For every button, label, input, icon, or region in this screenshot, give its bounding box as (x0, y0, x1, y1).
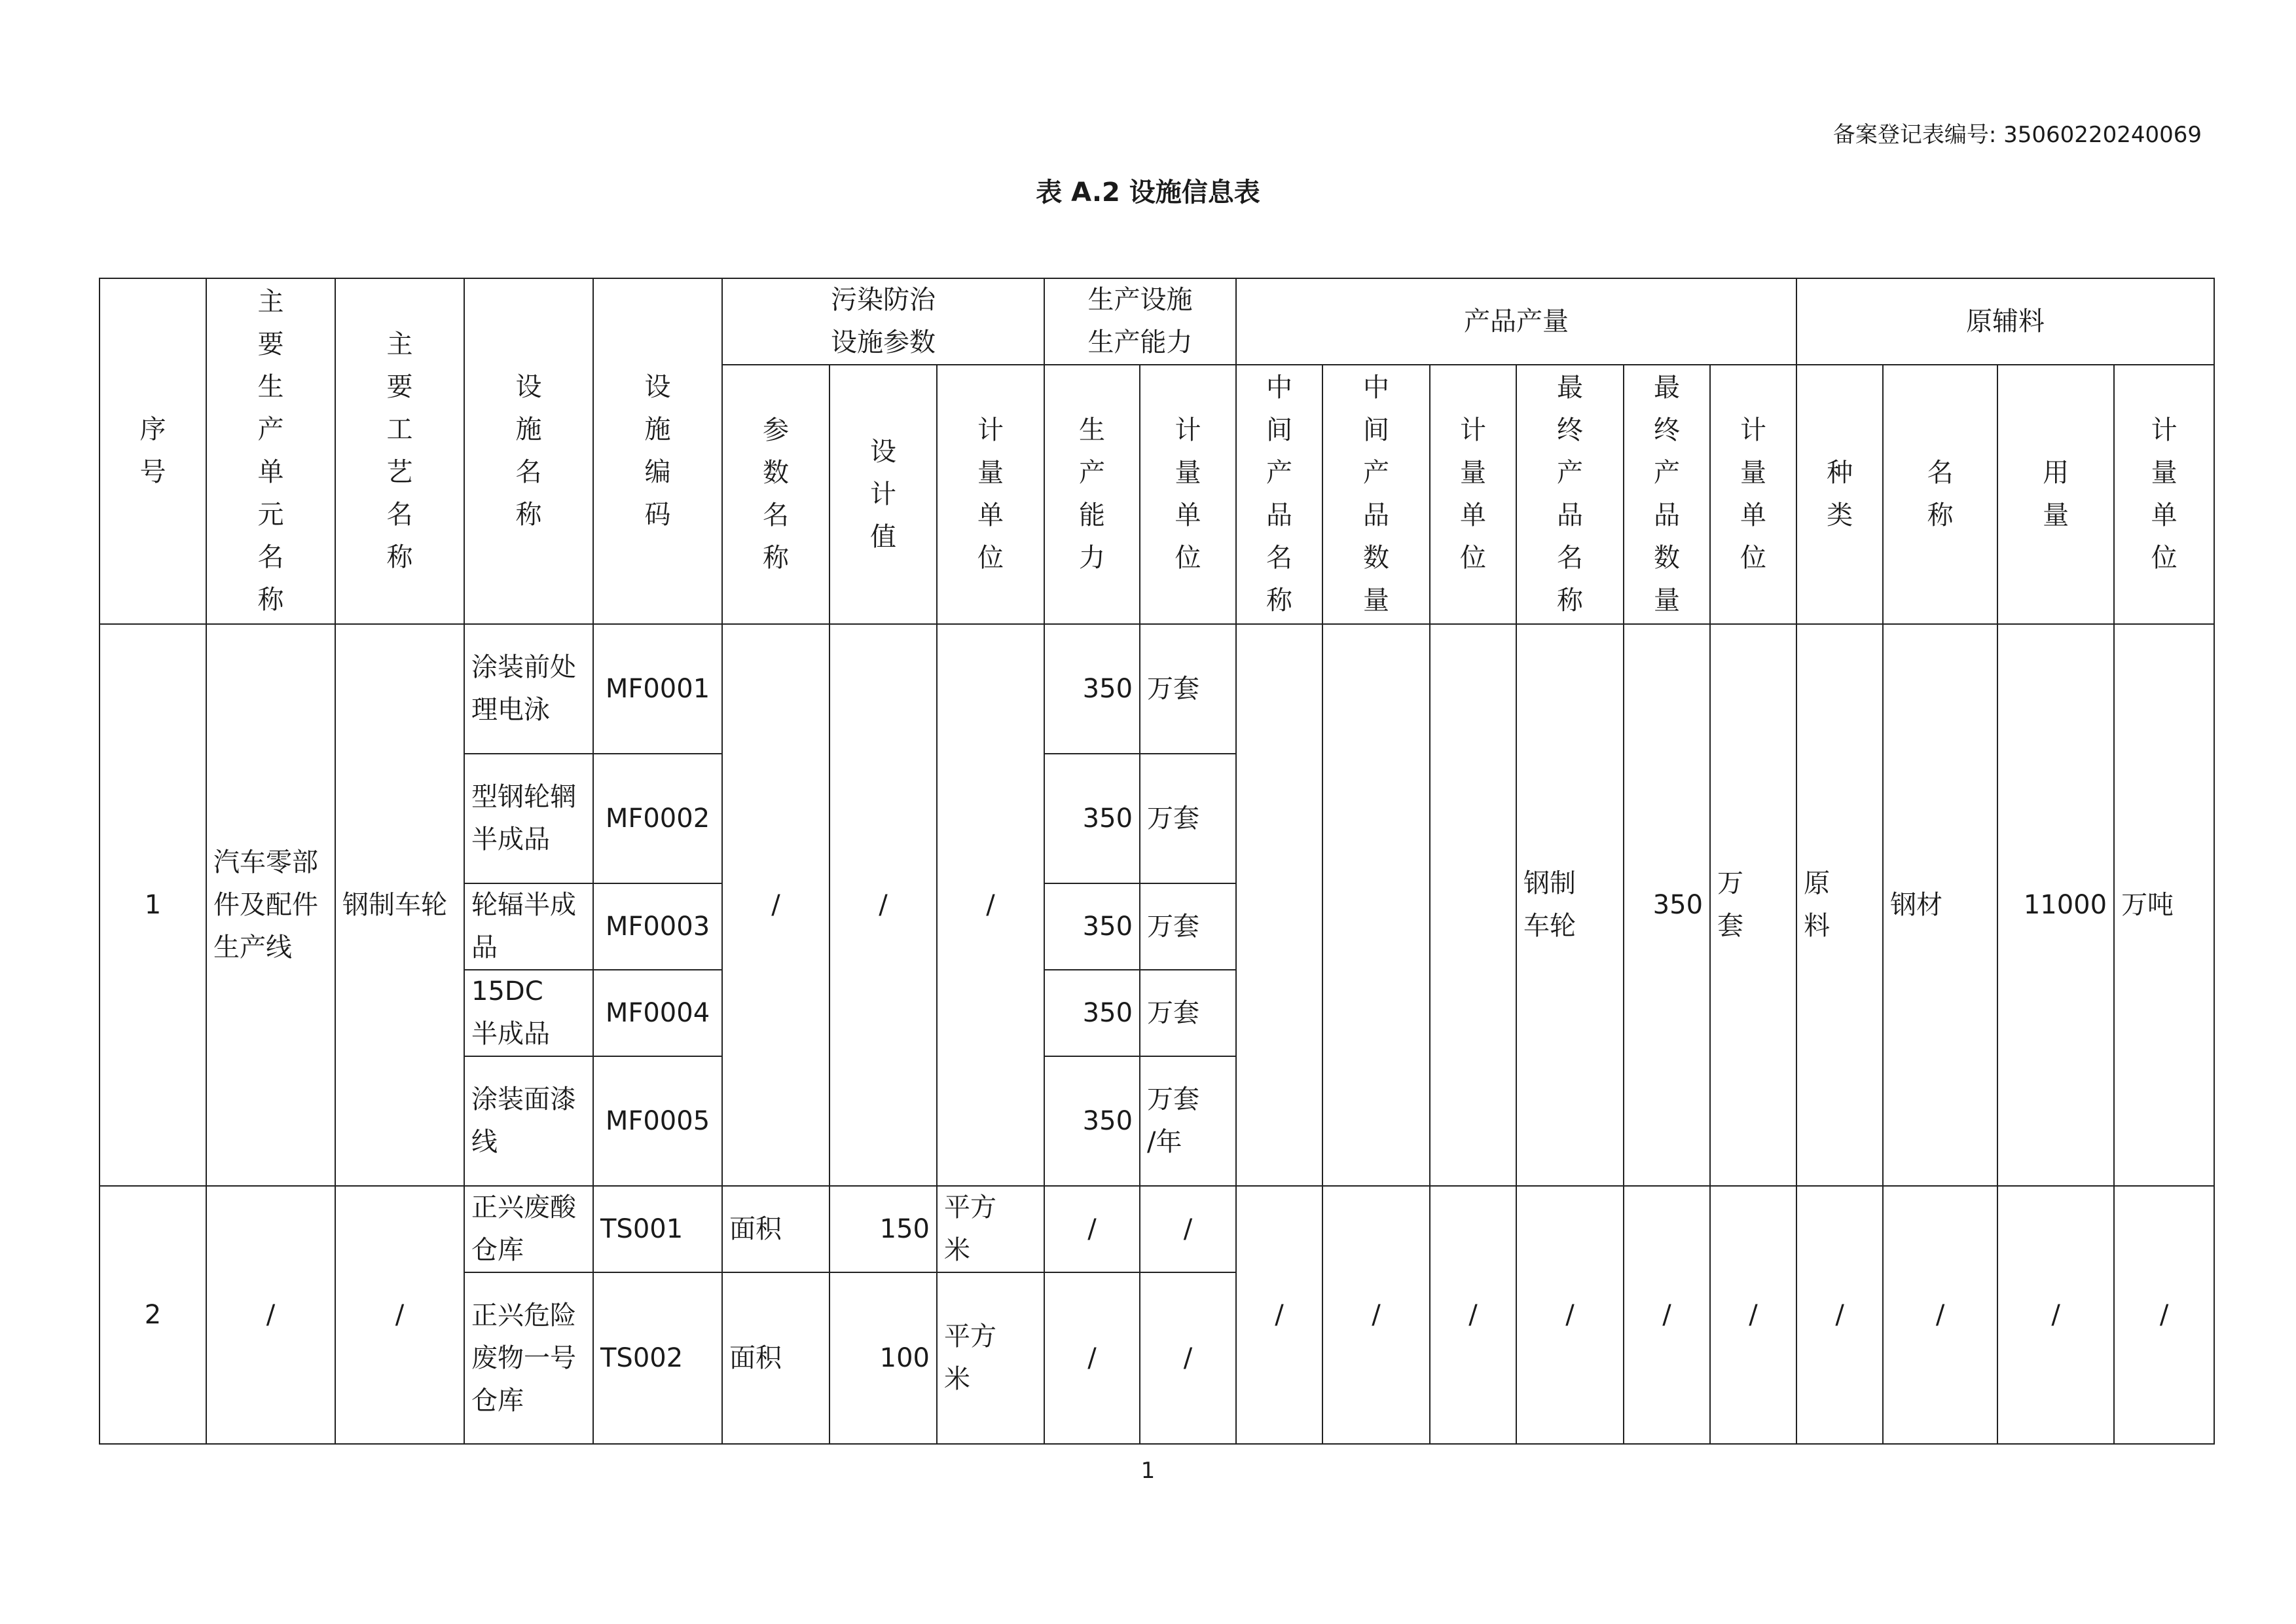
cell-mid-product-qty: / (1322, 1186, 1430, 1444)
cell-facility-code: MF0002 (593, 754, 722, 883)
cell-mat-amount: 11000 (1997, 624, 2114, 1186)
facility-info-table (99, 278, 2215, 1445)
cell-facility-code: MF0003 (593, 883, 722, 970)
cell-capacity: 350 (1044, 970, 1140, 1056)
cell-capacity: / (1044, 1186, 1140, 1272)
registration-number: 备案登记表编号: 35060220240069 (1832, 122, 2202, 148)
table-row (100, 624, 2214, 754)
page-number: 1 (1140, 1458, 1156, 1484)
cell-param-name: / (722, 624, 829, 1186)
cell-facility-name: 型钢轮辋 半成品 (464, 754, 593, 883)
cell-seq: 1 (100, 624, 206, 1186)
header-design-value: 设 计 值 (829, 365, 937, 624)
cell-final-product-qty: / (1624, 1186, 1710, 1444)
header-final-product-qty: 最 终 产 品 数 量 (1624, 365, 1710, 624)
header-mat-unit: 计 量 单 位 (2114, 365, 2214, 624)
header-facility-name: 设 施 名 称 (464, 278, 593, 624)
cell-facility-name: 正兴危险 废物一号 仓库 (464, 1272, 593, 1444)
cell-process-name: 钢制车轮 (335, 624, 464, 1186)
cell-facility-code: TS001 (593, 1186, 722, 1272)
header-mat-amount: 用 量 (1997, 365, 2114, 624)
header-facility-code: 设 施 编 码 (593, 278, 722, 624)
cell-capacity-unit: 万套 /年 (1140, 1056, 1236, 1186)
cell-facility-code: MF0001 (593, 624, 722, 754)
header-capacity-group: 生产设施 生产能力 (1044, 278, 1236, 365)
header-product-output: 产品产量 (1236, 278, 1796, 365)
cell-facility-name: 正兴废酸 仓库 (464, 1186, 593, 1272)
cell-facility-code: MF0004 (593, 970, 722, 1056)
cell-facility-name: 15DC 半成品 (464, 970, 593, 1056)
cell-facility-name: 轮辐半成 品 (464, 883, 593, 970)
cell-capacity-unit: 万套 (1140, 883, 1236, 970)
cell-mid-unit (1430, 624, 1516, 1186)
cell-capacity: 350 (1044, 883, 1140, 970)
cell-mat-name: 钢材 (1883, 624, 1997, 1186)
cell-capacity: / (1044, 1272, 1140, 1444)
header-capacity-unit: 计 量 单 位 (1140, 365, 1236, 624)
cell-mid-product-name (1236, 624, 1322, 1186)
header-process-name: 主 要 工 艺 名 称 (335, 278, 464, 624)
cell-param-unit: 平方 米 (937, 1272, 1044, 1444)
cell-facility-name: 涂装前处 理电泳 (464, 624, 593, 754)
header-mat-kind: 种 类 (1796, 365, 1883, 624)
cell-capacity-unit: 万套 (1140, 624, 1236, 754)
cell-mat-unit: / (2114, 1186, 2214, 1444)
cell-final-product-name: / (1516, 1186, 1624, 1444)
header-mid-product-name: 中 间 产 品 名 称 (1236, 365, 1322, 624)
header-row-1 (100, 278, 2214, 365)
cell-param-name: 面积 (722, 1272, 829, 1444)
cell-capacity: 350 (1044, 1056, 1140, 1186)
cell-final-product-name: 钢制 车轮 (1516, 624, 1624, 1186)
header-mat-name: 名 称 (1883, 365, 1997, 624)
cell-mat-kind: / (1796, 1186, 1883, 1444)
cell-mat-amount: / (1997, 1186, 2114, 1444)
cell-param-unit: 平方 米 (937, 1186, 1044, 1272)
header-final-unit: 计 量 单 位 (1710, 365, 1796, 624)
cell-facility-name: 涂装面漆 线 (464, 1056, 593, 1186)
cell-mat-name: / (1883, 1186, 1997, 1444)
header-capacity: 生 产 能 力 (1044, 365, 1140, 624)
table-title: 表 A.2 设施信息表 (1036, 177, 1260, 208)
cell-capacity-unit: / (1140, 1272, 1236, 1444)
header-final-product-name: 最 终 产 品 名 称 (1516, 365, 1624, 624)
cell-mid-product-qty (1322, 624, 1430, 1186)
header-param-unit: 计 量 单 位 (937, 365, 1044, 624)
cell-process-name: / (335, 1186, 464, 1444)
header-seq: 序 号 (100, 278, 206, 624)
cell-seq: 2 (100, 1186, 206, 1444)
cell-design-value: 150 (829, 1186, 937, 1272)
cell-param-unit: / (937, 624, 1044, 1186)
header-mid-product-qty: 中 间 产 品 数 量 (1322, 365, 1430, 624)
header-materials: 原辅料 (1796, 278, 2214, 365)
cell-design-value: / (829, 624, 937, 1186)
cell-mat-unit: 万吨 (2114, 624, 2214, 1186)
cell-capacity-unit: 万套 (1140, 754, 1236, 883)
header-mid-unit: 计 量 单 位 (1430, 365, 1516, 624)
table-row (100, 1186, 2214, 1272)
cell-final-unit: / (1710, 1186, 1796, 1444)
cell-capacity: 350 (1044, 624, 1140, 754)
header-pollution-params: 污染防治 设施参数 (722, 278, 1044, 365)
cell-mid-unit: / (1430, 1186, 1516, 1444)
cell-param-name: 面积 (722, 1186, 829, 1272)
cell-facility-code: MF0005 (593, 1056, 722, 1186)
cell-capacity: 350 (1044, 754, 1140, 883)
cell-mid-product-name: / (1236, 1186, 1322, 1444)
cell-final-product-qty: 350 (1624, 624, 1710, 1186)
header-param-name: 参 数 名 称 (722, 365, 829, 624)
cell-design-value: 100 (829, 1272, 937, 1444)
cell-unit-name: 汽车零部 件及配件 生产线 (206, 624, 335, 1186)
cell-unit-name: / (206, 1186, 335, 1444)
cell-capacity-unit: / (1140, 1186, 1236, 1272)
cell-capacity-unit: 万套 (1140, 970, 1236, 1056)
cell-facility-code: TS002 (593, 1272, 722, 1444)
header-unit-name: 主 要 生 产 单 元 名 称 (206, 278, 335, 624)
cell-mat-kind: 原 料 (1796, 624, 1883, 1186)
cell-final-unit: 万 套 (1710, 624, 1796, 1186)
